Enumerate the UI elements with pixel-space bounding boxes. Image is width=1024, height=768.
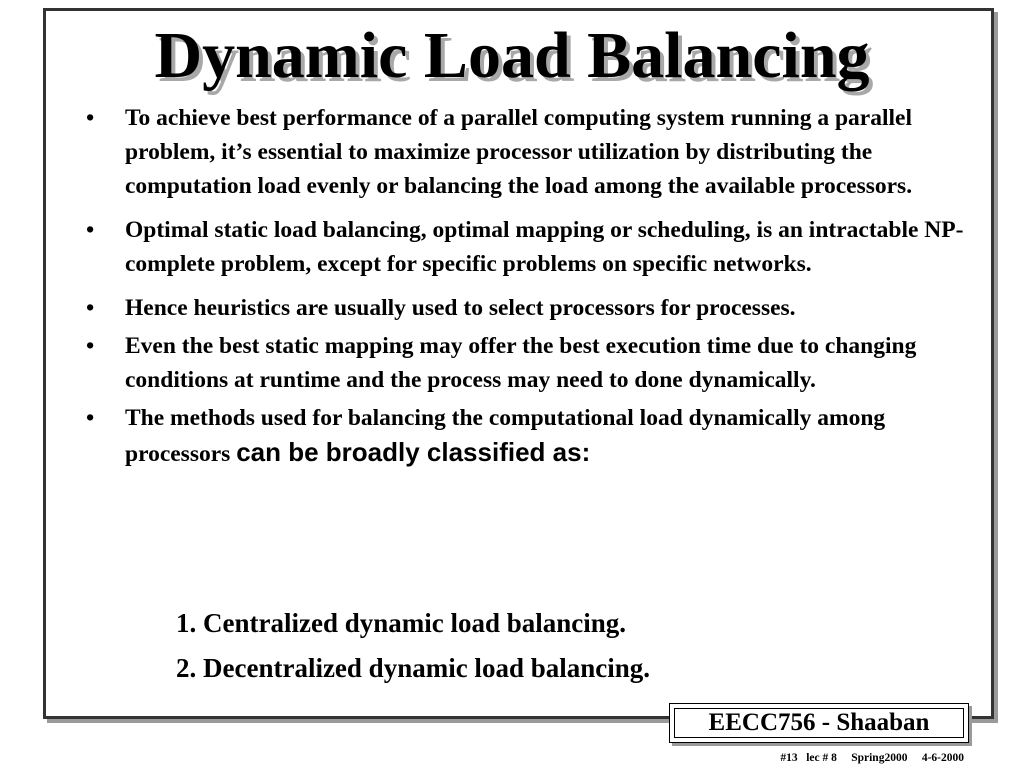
bullet-text-emphasis: can be broadly classified as: (236, 437, 591, 467)
course-label: EECC756 - Shaaban (674, 708, 964, 738)
bullet-icon: • (86, 405, 95, 431)
bullet-icon: • (86, 217, 95, 243)
slide-title: Dynamic Load Balancing (154, 19, 870, 92)
bullet-item (80, 401, 972, 471)
bullet-item (80, 291, 972, 325)
classification-decentralized: 2. Decentralized dynamic load balancing. (176, 653, 650, 683)
bullet-list (80, 101, 972, 481)
course-label-box (669, 703, 969, 743)
bullet-item (80, 213, 972, 281)
bullet-icon: • (86, 105, 95, 131)
bullet-icon: • (86, 333, 95, 359)
bullet-text: Optimal static load balancing, optimal mapping or scheduling, is an intractable NP-complete problem, except for specific problems on specific networks. (125, 217, 964, 277)
bullet-item (80, 101, 972, 203)
bullet-text: The methods used for balancing the computational load dynamically among processors (125, 405, 886, 467)
bullet-text: To achieve best performance of a parallel computing system running a parallel problem, it’s essential to maximize processor utilization by distributing the computation load evenly or balancing the load among the available processors. (125, 105, 913, 199)
bullet-text: Even the best static mapping may offer the best execution time due to changing conditions at runtime and the process may need to done dynamically. (125, 333, 917, 393)
bullet-item (80, 329, 972, 397)
bullet-text: Hence heuristics are usually used to select processors for processes. (125, 295, 796, 321)
footer-info: #13 lec # 8 Spring2000 4-6-2000 (780, 752, 964, 764)
classification-centralized: 1. Centralized dynamic load balancing. (176, 608, 627, 638)
bullet-icon: • (86, 295, 95, 321)
